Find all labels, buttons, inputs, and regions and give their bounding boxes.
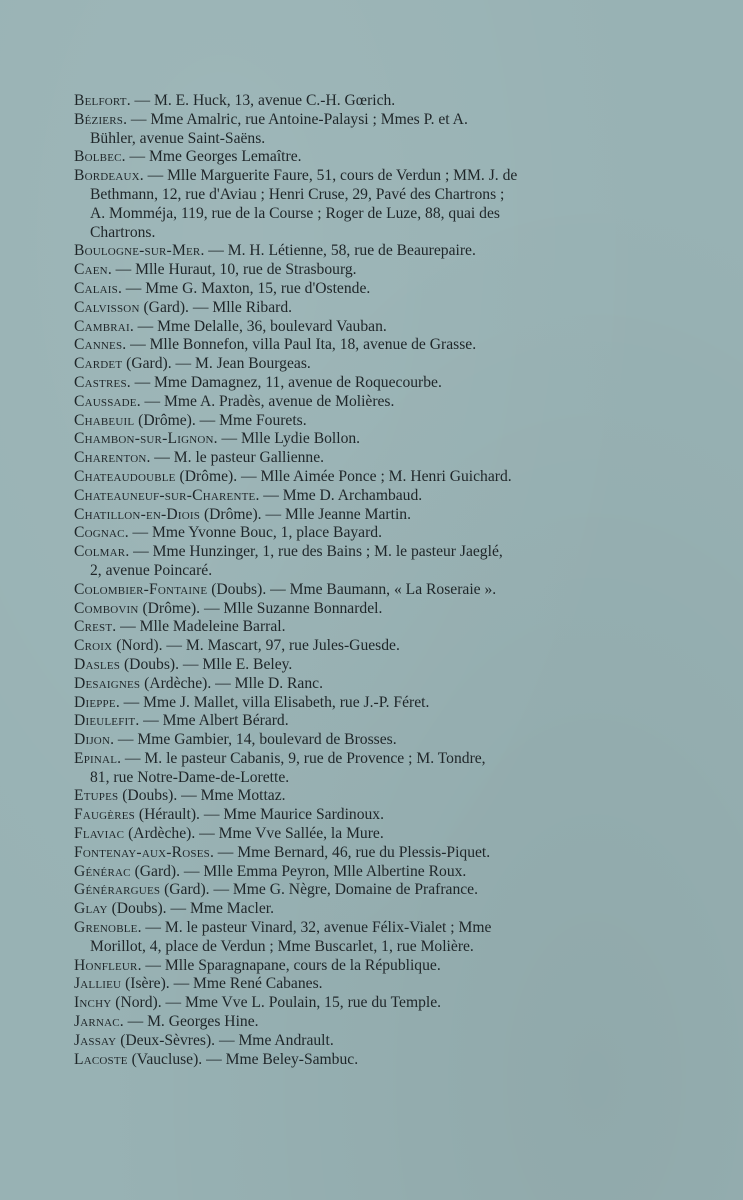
entry-text: . — Mme Delalle, 36, boulevard Vauban. <box>129 317 387 335</box>
entry-continuation: 81, rue Notre-Dame-de-Lorette. <box>90 768 290 786</box>
directory-entry <box>74 393 636 412</box>
entry-place: Castres <box>74 373 127 391</box>
directory-entry <box>74 919 636 957</box>
directory-entry <box>74 618 636 637</box>
directory-entry <box>74 1032 636 1051</box>
entry-text: . — Mme A. Pradès, avenue de Molières. <box>136 392 395 410</box>
directory-list <box>74 92 636 1069</box>
entry-text: . — M. E. Huck, 13, avenue C.-H. Gœrich. <box>126 92 396 109</box>
entry-place: Dieulefit <box>74 712 136 730</box>
entry-place: Boulogne-sur-Mer <box>74 242 201 260</box>
directory-entry <box>74 242 636 261</box>
entry-text: . — Mme Damagnez, 11, avenue de Roquecourbe. <box>126 373 442 391</box>
directory-entry <box>74 825 636 844</box>
directory-entry <box>74 261 636 280</box>
entry-place: Chabeuil <box>74 411 135 429</box>
entry-place: Bordeaux <box>74 167 140 185</box>
directory-entry <box>74 600 636 619</box>
entry-text: . — M. H. Létienne, 58, rue de Beaurepaire. <box>200 242 476 260</box>
directory-entry <box>74 111 636 149</box>
entry-place: Cognac <box>74 524 125 542</box>
entry-place: Glay <box>74 900 108 918</box>
entry-place: Inchy <box>74 994 112 1012</box>
entry-text: . — Mlle Lydie Bollon. <box>213 430 361 448</box>
entry-text: . — Mme Yvonne Bouc, 1, place Bayard. <box>124 524 382 542</box>
directory-entry <box>74 280 636 299</box>
entry-continuation: Chartrons. <box>90 223 156 241</box>
directory-entry <box>74 487 636 506</box>
entry-place: Chateaudouble <box>74 467 176 485</box>
entry-place: Honfleur <box>74 956 138 974</box>
directory-entry <box>74 1051 636 1070</box>
entry-place: Chateauneuf-sur-Charente <box>74 486 256 504</box>
entry-place: Calvisson <box>74 298 140 316</box>
entry-place: Belfort <box>74 92 127 109</box>
entry-place: Flaviac <box>74 825 125 843</box>
entry-text: . — Mlle Bonnefon, villa Paul Ita, 18, avenue de Grasse. <box>122 336 477 354</box>
directory-entry <box>74 750 636 788</box>
entry-text: . — M. le pasteur Vinard, 32, avenue Félix-Vialet ; Mme <box>137 919 492 937</box>
directory-entry <box>74 355 636 374</box>
directory-entry <box>74 148 636 167</box>
entry-place: Faugères <box>74 806 135 824</box>
entry-continuation: Bühler, avenue Saint-Saëns. <box>90 129 266 147</box>
entry-place: Dieppe <box>74 693 116 711</box>
entry-text: (Deux-Sèvres). — Mme Andrault. <box>116 1031 334 1049</box>
entry-place: Lacoste <box>74 1050 128 1068</box>
entry-text: (Drôme). — Mlle Jeanne Martin. <box>200 505 411 523</box>
entry-place: Charenton <box>74 449 147 467</box>
directory-entry <box>74 581 636 600</box>
entry-text: (Gard). — Mlle Emma Peyron, Mlle Albertine Roux. <box>130 862 467 880</box>
entry-text: . — Mme Bernard, 46, rue du Plessis-Piquet. <box>209 843 491 861</box>
entry-place: Grenoble <box>74 919 138 937</box>
directory-entry <box>74 92 636 111</box>
entry-place: Générargues <box>74 881 161 899</box>
directory-entry <box>74 806 636 825</box>
entry-place: Colombier-Fontaine <box>74 580 208 598</box>
directory-entry <box>74 863 636 882</box>
directory-entry <box>74 506 636 525</box>
entry-text: . — Mlle Madeleine Barral. <box>112 618 286 636</box>
entry-text: (Doubs). — Mme Mottaz. <box>118 787 286 805</box>
directory-entry <box>74 844 636 863</box>
entry-text: (Vaucluse). — Mme Beley-Sambuc. <box>127 1050 359 1068</box>
directory-entry <box>74 637 636 656</box>
entry-text: (Drôme). — Mlle Suzanne Bonnardel. <box>138 599 383 617</box>
directory-entry <box>74 430 636 449</box>
entry-text: . — Mlle Huraut, 10, rue de Strasbourg. <box>107 261 357 279</box>
entry-place: Fontenay-aux-Roses <box>74 843 210 861</box>
entry-place: Jarnac <box>74 1013 120 1031</box>
directory-entry <box>74 975 636 994</box>
entry-text: . — Mme Georges Lemaître. <box>121 148 302 166</box>
entry-text: . — M. le pasteur Cabanis, 9, rue de Provence ; M. Tondre, <box>117 749 486 767</box>
entry-text: . — Mme Albert Bérard. <box>135 712 289 730</box>
entry-continuation: A. Momméja, 119, rue de la Course ; Roger de Luze, 88, quai des <box>90 204 500 222</box>
entry-place: Etupes <box>74 787 119 805</box>
directory-entry <box>74 543 636 581</box>
entry-continuation: 2, avenue Poincaré. <box>90 561 213 579</box>
entry-place: Calais <box>74 279 118 297</box>
entry-text: . — Mme Hunzinger, 1, rue des Bains ; M. le pasteur Jaeglé, <box>125 543 503 561</box>
entry-text: . — Mlle Marguerite Faure, 51, cours de Verdun ; MM. J. de <box>139 167 518 185</box>
entry-place: Cambrai <box>74 317 130 335</box>
entry-place: Chambon-sur-Lignon <box>74 430 214 448</box>
entry-place: Dijon <box>74 731 111 749</box>
entry-place: Combovin <box>74 599 139 617</box>
directory-entry <box>74 900 636 919</box>
entry-place: Desaignes <box>74 674 141 692</box>
entry-place: Chatillon-en-Diois <box>74 505 201 523</box>
entry-text: (Gard). — Mlle Ribard. <box>139 298 293 316</box>
entry-text: (Nord). — Mme Vve L. Poulain, 15, rue du Temple. <box>111 994 442 1012</box>
directory-entry <box>74 336 636 355</box>
entry-text: (Drôme). — Mlle Aimée Ponce ; M. Henri Guichard. <box>175 467 512 485</box>
entry-text: . — Mlle Sparagnapane, cours de la République. <box>137 956 441 974</box>
directory-entry <box>74 412 636 431</box>
directory-entry <box>74 787 636 806</box>
entry-text: (Hérault). — Mme Maurice Sardinoux. <box>135 806 384 824</box>
entry-text: (Gard). — M. Jean Bourgeas. <box>122 355 311 373</box>
entry-text: . — Mme J. Mallet, villa Elisabeth, rue J.-P. Féret. <box>115 693 430 711</box>
entry-continuation: Morillot, 4, place de Verdun ; Mme Buscarlet, 1, rue Molière. <box>90 937 474 955</box>
directory-entry <box>74 694 636 713</box>
entry-text: (Ardèche). — Mme Vve Sallée, la Mure. <box>124 825 384 843</box>
entry-place: Epinal <box>74 749 118 767</box>
directory-entry <box>74 449 636 468</box>
entry-place: Jallieu <box>74 975 122 993</box>
entry-text: (Nord). — M. Mascart, 97, rue Jules-Guesde. <box>112 637 400 655</box>
directory-entry <box>74 167 636 242</box>
directory-entry <box>74 299 636 318</box>
entry-place: Crest <box>74 618 113 636</box>
entry-place: Jassay <box>74 1031 117 1049</box>
directory-entry <box>74 1013 636 1032</box>
entry-place: Bolbec <box>74 148 122 166</box>
directory-entry <box>74 468 636 487</box>
entry-text: (Drôme). — Mme Fourets. <box>134 411 307 429</box>
directory-entry <box>74 731 636 750</box>
directory-entry <box>74 318 636 337</box>
entry-text: (Doubs). — Mlle E. Beley. <box>120 655 293 673</box>
entry-place: Cardet <box>74 355 123 373</box>
entry-place: Caen <box>74 261 108 279</box>
entry-place: Dasles <box>74 655 121 673</box>
entry-text: . — M. Georges Hine. <box>119 1013 259 1031</box>
directory-entry <box>74 524 636 543</box>
entry-text: . — Mme Amalric, rue Antoine-Palaysi ; Mmes P. et A. <box>123 110 468 128</box>
directory-entry <box>74 656 636 675</box>
entry-text: (Doubs). — Mme Baumann, « La Roseraie ». <box>207 580 497 598</box>
directory-entry <box>74 994 636 1013</box>
entry-place: Croix <box>74 637 113 655</box>
entry-place: Cannes <box>74 336 123 354</box>
entry-text: . — Mme Gambier, 14, boulevard de Brosses. <box>110 731 397 749</box>
entry-place: Caussade <box>74 392 137 410</box>
directory-entry <box>74 374 636 393</box>
entry-text: . — M. le pasteur Gallienne. <box>146 449 325 467</box>
entry-text: (Ardèche). — Mlle D. Ranc. <box>140 674 323 692</box>
entry-place: Générac <box>74 862 131 880</box>
directory-entry <box>74 712 636 731</box>
entry-place: Béziers <box>74 110 124 128</box>
entry-place: Colmar <box>74 543 126 561</box>
directory-entry <box>74 675 636 694</box>
directory-entry <box>74 957 636 976</box>
entry-text: . — Mme G. Maxton, 15, rue d'Ostende. <box>118 279 371 297</box>
entry-text: (Isère). — Mme René Cabanes. <box>121 975 323 993</box>
directory-entry <box>74 881 636 900</box>
entry-text: . — Mme D. Archambaud. <box>255 486 423 504</box>
entry-continuation: Bethmann, 12, rue d'Aviau ; Henri Cruse, 29, Pavé des Chartrons ; <box>90 185 505 203</box>
entry-text: (Doubs). — Mme Macler. <box>107 900 274 918</box>
entry-text: (Gard). — Mme G. Nègre, Domaine de Prafrance. <box>160 881 479 899</box>
